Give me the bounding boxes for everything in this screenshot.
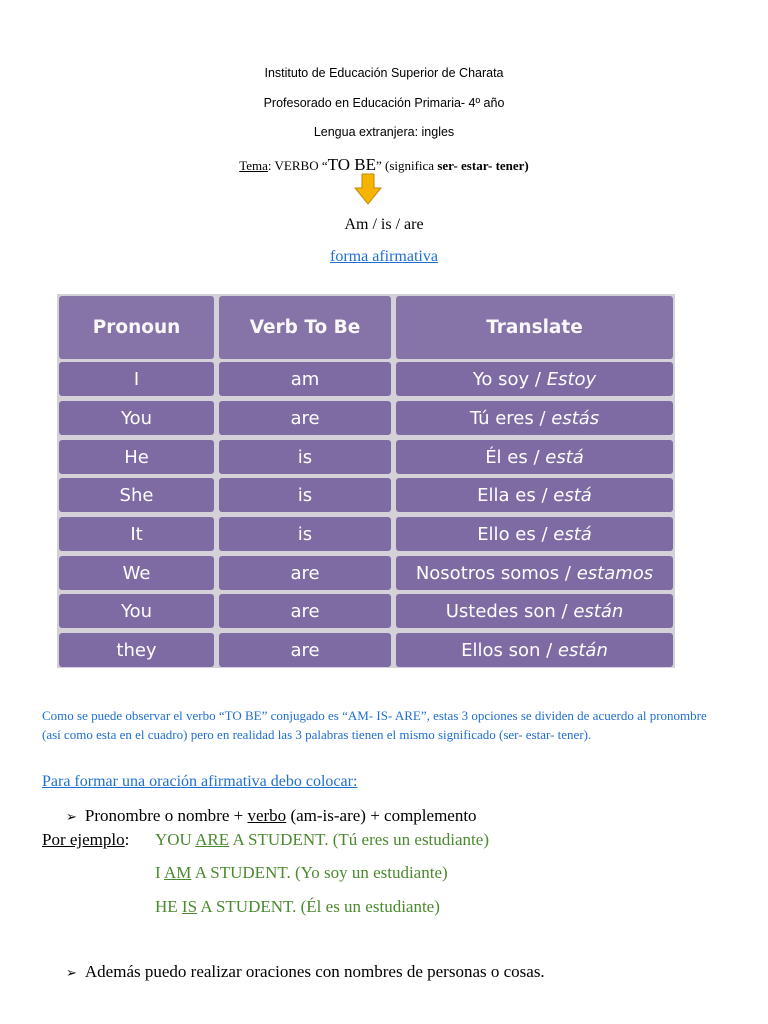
topic-line	[0, 155, 768, 175]
table-cell-translate: Ustedes son / están	[396, 594, 673, 628]
table-cell-translate: Tú eres / estás	[396, 401, 673, 435]
topic-text: : VERBO “	[267, 158, 328, 173]
down-arrow-icon	[354, 173, 382, 205]
table-cell-pronoun: You	[59, 594, 214, 628]
table-cell-translate: Yo soy / Estoy	[396, 362, 673, 396]
table-cell-translate: Ella es / está	[396, 478, 673, 512]
bullet-structure	[66, 806, 477, 826]
table-cell-verb: is	[219, 517, 391, 551]
topic-label: Tema	[239, 158, 268, 173]
verb-forms: Am / is / are	[344, 216, 424, 233]
topic-text-2: ” (significa	[375, 158, 438, 173]
explanation-note: Como se puede observar el verbo “TO BE” conjugado es “AM- IS- ARE”, estas 3 opciones se dividen de acuerdo al pronombre (así como esta en el cuadro) pero en realidad las 3 palabras tienen el mismo significado (ser- estar- tener).	[42, 708, 707, 742]
topic-meaning: ser- estar- tener)	[437, 158, 529, 173]
example-3: HE IS A STUDENT. (Él es un estudiante)	[155, 897, 440, 916]
institute-name: Instituto de Educación Superior de Charata	[264, 66, 504, 80]
bullet-names	[66, 962, 545, 982]
table-cell-translate: Nosotros somos / estamos	[396, 556, 673, 590]
bullet-text-2: (am-is-are) + complemento	[286, 806, 477, 825]
table-cell-verb: are	[219, 556, 391, 590]
table-cell-verb: are	[219, 633, 391, 667]
table-cell-verb: is	[219, 478, 391, 512]
table-cell-pronoun: She	[59, 478, 214, 512]
table-cell-pronoun: You	[59, 401, 214, 435]
bullet-text: Pronombre o nombre +	[84, 806, 248, 825]
table-header-0: Pronoun	[59, 296, 214, 359]
table-header-2: Translate	[396, 296, 673, 359]
arrow-bullet-icon: ➢	[66, 810, 77, 825]
table-cell-pronoun: I	[59, 362, 214, 396]
verb-table	[57, 294, 675, 668]
affirmative-heading: Para formar una oración afirmativa debo colocar:	[42, 773, 358, 790]
table-cell-pronoun: they	[59, 633, 214, 667]
bullet-verb: verbo	[247, 806, 287, 825]
subject-name: Lengua extranjera: ingles	[313, 125, 455, 139]
table-cell-translate: Ello es / está	[396, 517, 673, 551]
table-cell-translate: Ellos son / están	[396, 633, 673, 667]
arrow-bullet-icon: ➢	[66, 966, 77, 981]
table-cell-pronoun: We	[59, 556, 214, 590]
affirmative-form-link[interactable]: forma afirmativa	[330, 248, 438, 265]
table-cell-pronoun: It	[59, 517, 214, 551]
table-cell-verb: am	[219, 362, 391, 396]
bullet-text: Además puedo realizar oraciones con nombres de personas o cosas.	[84, 962, 545, 981]
table-cell-verb: is	[219, 440, 391, 474]
table-header-1: Verb To Be	[219, 296, 391, 359]
program-name: Profesorado en Educación Primaria- 4º año	[263, 96, 505, 110]
example-1: YOU ARE A STUDENT. (Tú eres un estudiante)	[155, 830, 489, 849]
topic-verb: TO BE	[327, 155, 376, 174]
table-cell-pronoun: He	[59, 440, 214, 474]
example-label: Por ejemplo:	[42, 830, 130, 849]
example-2: I AM A STUDENT. (Yo soy un estudiante)	[155, 863, 448, 882]
table-cell-translate: Él es / está	[396, 440, 673, 474]
table-cell-verb: are	[219, 594, 391, 628]
table-cell-verb: are	[219, 401, 391, 435]
